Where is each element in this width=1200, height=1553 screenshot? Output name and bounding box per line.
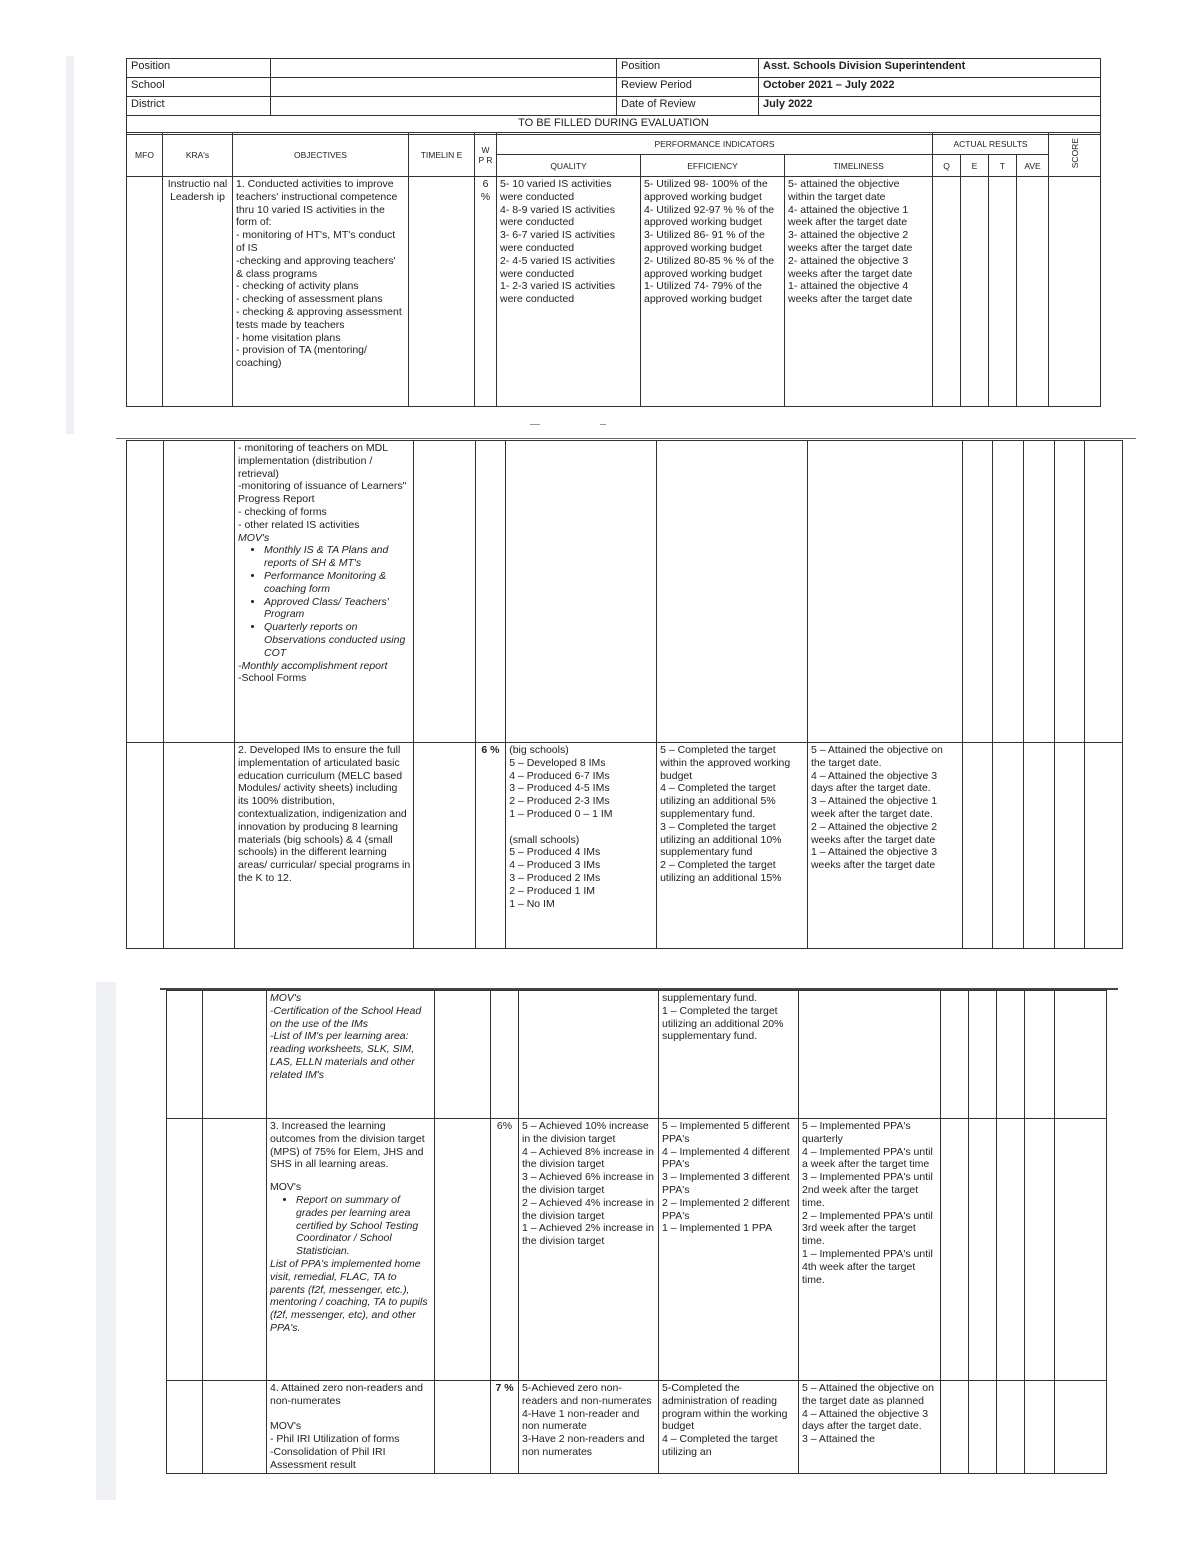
- position-right-value: Asst. Schools Division Superintendent: [759, 59, 1101, 78]
- col-quality: QUALITY: [497, 155, 641, 177]
- mfo-cell: [127, 743, 164, 949]
- objective-cell: 2. Developed IMs to ensure the full implementation of articulated basic education curriculum (MELC based Modules/ activity sheets) including its 100% distribution, contextualization, indigenization and innovation by producing 8 learning materials (big schools) & 4 (small schools) in the different learning areas/ curricular/ special programs in the K to 12.: [235, 743, 414, 949]
- review-period-label: Review Period: [617, 78, 759, 97]
- quality-cell: [506, 441, 657, 743]
- t-cell: [997, 1381, 1025, 1474]
- col-ave: AVE: [1017, 155, 1049, 177]
- list-item: • Quarterly reports on Observations conducted using COT: [264, 621, 410, 659]
- table-row: [127, 177, 1101, 407]
- efficiency-cell: 5 – Implemented 5 different PPA's 4 – Implemented 4 different PPA's 3 – Implemented 3 different PPA's 2 – Implemented 2 different PPA's 1 – Implemented 1 PPA: [659, 1119, 799, 1381]
- kra-cell: [203, 1119, 267, 1381]
- position-label: Position: [127, 59, 271, 78]
- quality-cell: (big schools) 5 – Developed 8 IMs 4 – Produced 6-7 IMs 3 – Produced 4-5 IMs 2 – Produced 2-3 IMs 1 – Produced 0 – 1 IM (small schools) 5 – Produced 4 IMs 4 – Produced 3 IMs 3 – Produced 2 IMs 2 – Produced 1 IM 1 – No IM: [506, 743, 657, 949]
- kra-cell: [203, 991, 267, 1119]
- e-cell: [969, 991, 997, 1119]
- page3-shadow: [96, 982, 116, 1500]
- q-cell: [941, 1381, 969, 1474]
- col-wpr: W P R: [475, 133, 497, 177]
- timeline-cell: [414, 441, 475, 743]
- efficiency-cell: 5-Completed the administration of reading program within the working budget 4 – Completed the target utilizing an: [659, 1381, 799, 1474]
- table-row: [167, 991, 1107, 1119]
- ave-cell: [1054, 743, 1085, 949]
- kra-cell: Instructio nal Leadersh ip: [163, 177, 233, 407]
- mfo-cell: [127, 177, 163, 407]
- movs-tail: -Monthly accomplishment report: [238, 659, 388, 672]
- header-row: [127, 133, 1101, 155]
- col-t: T: [989, 155, 1017, 177]
- mfo-cell: [167, 991, 203, 1119]
- quality-cell: 5- 10 varied IS activities were conducted 4- 8-9 varied IS activities were conducted 3- 6-7 varied IS activities were conducted 2- 4-5 varied IS activities were conducted 1- 2-3 varied IS activities were conducted: [497, 177, 641, 407]
- timeliness-cell: 5 – Attained the objective on the target date. 4 – Attained the objective 3 days after the target date. 3 – Attained the objective 1 week after the target date. 2 – Attained the objective 2 weeks after the target date 1 – Attained the objective 3 weeks after the target date: [807, 743, 962, 949]
- q-cell: [941, 1119, 969, 1381]
- score-cell: [1085, 441, 1123, 743]
- e-cell: [969, 1381, 997, 1474]
- wpr-cell: [491, 991, 519, 1119]
- page2-top-rule: [116, 438, 1136, 439]
- ipcrf-table-page1: [126, 132, 1101, 407]
- timeline-cell: [409, 177, 475, 407]
- efficiency-cell: [657, 441, 808, 743]
- objective-text: 3. Increased the learning outcomes from the division target (MPS) of 75% for Elem, JHS and SHS in all learning areas.: [270, 1120, 425, 1171]
- list-item: • Monthly IS & TA Plans and reports of SH & MT's: [264, 544, 410, 570]
- t-cell: [997, 1119, 1025, 1381]
- school-value: [271, 78, 617, 97]
- quality-cell: [519, 991, 659, 1119]
- table-row: [167, 1119, 1107, 1381]
- position-value: [271, 59, 617, 78]
- timeliness-cell: 5 – Implemented PPA's quarterly 4 – Implemented PPA's until a week after the target time 3 – Implemented PPA's until 2nd week after the target time. 2 – Implemented PPA's until 3rd week after the target time. 1 – Implemented PPA's until 4th week after the target time.: [799, 1119, 941, 1381]
- t-cell: [997, 991, 1025, 1119]
- col-q: Q: [933, 155, 961, 177]
- mfo-cell: [127, 441, 164, 743]
- q-cell: [962, 743, 993, 949]
- t-cell: [1024, 743, 1055, 949]
- page-divider: [530, 424, 540, 425]
- info-table: [126, 58, 1101, 135]
- timeliness-cell: 5- attained the objective within the target date 4- attained the objective 1 week after the target date 3- attained the objective 2 weeks after the target date 2- attained the objective 3 weeks after the target date 1- attained the objective 4 weeks after the target date: [785, 177, 933, 407]
- col-timeline: TIMELIN E: [409, 133, 475, 177]
- col-score: [1049, 133, 1101, 177]
- ave-cell: [1054, 441, 1085, 743]
- table-row: [127, 441, 1123, 743]
- objective-continued: - monitoring of teachers on MDL implementation (distribution / retrieval) -monitoring of issuance of Learners" Progress Report - checking of forms - other related IS activities: [238, 442, 407, 531]
- score-cell: [1055, 991, 1107, 1119]
- list-item: • Performance Monitoring & coaching form: [264, 570, 410, 596]
- quality-cell: 5-Achieved zero non-readers and non-numerates 4-Have 1 non-reader and non numerate 3-Have 2 non-readers and non numerates: [519, 1381, 659, 1474]
- date-of-review-value: July 2022: [759, 97, 1101, 116]
- col-performance-indicators: PERFORMANCE INDICATORS: [497, 133, 933, 155]
- school-label: School: [127, 78, 271, 97]
- wpr-cell: [475, 441, 506, 743]
- col-timeliness: TIMELINESS: [785, 155, 933, 177]
- timeline-cell: [435, 1381, 491, 1474]
- date-of-review-label: Date of Review: [617, 97, 759, 116]
- page-divider: [600, 424, 606, 425]
- kra-cell: [203, 1381, 267, 1474]
- col-e: E: [961, 155, 989, 177]
- score-label: SCORE: [1069, 138, 1080, 169]
- objective-cell: 1. Conducted activities to improve teachers' instructional competence thru 10 varied IS activities in the form of: - monitoring of HT's, MT's conduct of IS -checking and approving teachers' & class programs - checking of activity plans - checking of assessment plans - checking & approving assessment tests made by teachers - home visitation plans - provision of TA (mentoring/ coaching): [233, 177, 409, 407]
- review-period-value: October 2021 – July 2022: [759, 78, 1101, 97]
- score-cell: [1055, 1381, 1107, 1474]
- page1-shadow: [66, 56, 74, 434]
- efficiency-cell: 5 – Completed the target within the approved working budget 4 – Completed the target utilizing an additional 5% supplementary fund. 3 – Completed the target utilizing an additional 10% supplementary fund 2 – Completed the target utilizing an additional 15%: [657, 743, 808, 949]
- list-item: • Approved Class/ Teachers' Program: [264, 596, 410, 622]
- efficiency-cell: supplementary fund. 1 – Completed the target utilizing an additional 20% supplementary fund.: [659, 991, 799, 1119]
- col-actual-results: ACTUAL RESULTS: [933, 133, 1049, 155]
- q-cell: [933, 177, 961, 407]
- t-cell: [989, 177, 1017, 407]
- quality-cell: 5 – Achieved 10% increase in the division target 4 – Achieved 8% increase in the division target 3 – Achieved 6% increase in the division target 2 – Achieved 4% increase in the division target 1 – Achieved 2% increase in the division target: [519, 1119, 659, 1381]
- position-right-label: Position: [617, 59, 759, 78]
- movs-tail: List of PPA's implemented home visit, remedial, FLAC, TA to parents (f2f, messenger, etc.), mentoring / coaching, TA to pupils (f2f, messenger, etc), and other PPA's.: [270, 1257, 428, 1334]
- e-cell: [993, 441, 1024, 743]
- info-row: [127, 59, 1101, 78]
- ave-cell: [1017, 177, 1049, 407]
- info-row: [127, 97, 1101, 116]
- col-objectives: OBJECTIVES: [233, 133, 409, 177]
- movs-label: MOV's: [238, 531, 270, 544]
- e-cell: [961, 177, 989, 407]
- col-mfo: MFO: [127, 133, 163, 177]
- e-cell: [993, 743, 1024, 949]
- timeline-cell: [435, 991, 491, 1119]
- movs-tail: -School Forms: [238, 672, 307, 685]
- score-cell: [1049, 177, 1101, 407]
- timeliness-cell: [807, 441, 962, 743]
- wpr-cell: 6 %: [475, 177, 497, 407]
- q-cell: [941, 991, 969, 1119]
- objective-cell: [267, 1119, 435, 1381]
- movs-list: [270, 1194, 431, 1258]
- kra-cell: [163, 441, 234, 743]
- info-row: [127, 78, 1101, 97]
- evaluation-banner: TO BE FILLED DURING EVALUATION: [127, 116, 1101, 135]
- district-label: District: [127, 97, 271, 116]
- movs-label: MOV's: [270, 1181, 302, 1194]
- timeliness-cell: [799, 991, 941, 1119]
- ave-cell: [1025, 1381, 1055, 1474]
- objective-cell: 4. Attained zero non-readers and non-numerates MOV's - Phil IRI Utilization of forms -Consolidation of Phil IRI Assessment result: [267, 1381, 435, 1474]
- movs-list: [238, 544, 410, 659]
- table-row: [167, 1381, 1107, 1474]
- mfo-cell: [167, 1381, 203, 1474]
- e-cell: [969, 1119, 997, 1381]
- list-item: • Report on summary of grades per learning area certified by School Testing Coordinator / School Statistician.: [296, 1194, 431, 1258]
- score-cell: [1085, 743, 1123, 949]
- t-cell: [1024, 441, 1055, 743]
- q-cell: [962, 441, 993, 743]
- ipcrf-table-page3: [166, 990, 1107, 1474]
- ave-cell: [1025, 1119, 1055, 1381]
- timeline-cell: [414, 743, 475, 949]
- ipcrf-table-page2: [126, 440, 1123, 949]
- objective-cell: MOV's -Certification of the School Head on the use of the IMs -List of IM's per learning area: reading worksheets, SLK, SIM, LAS, ELLN materials and other related IM's: [267, 991, 435, 1119]
- score-cell: [1055, 1119, 1107, 1381]
- col-efficiency: EFFICIENCY: [641, 155, 785, 177]
- timeliness-cell: 5 – Attained the objective on the target date as planned 4 – Attained the objective 3 days after the target date. 3 – Attained the: [799, 1381, 941, 1474]
- ave-cell: [1025, 991, 1055, 1119]
- efficiency-cell: 5- Utilized 98- 100% of the approved working budget 4- Utilized 92-97 % % of the approved working budget 3- Utilized 86- 91 % of the approved working budget 2- Utilized 80-85 % % of the approved working budget 1- Utilized 74- 79% of the approved working budget: [641, 177, 785, 407]
- timeline-cell: [435, 1119, 491, 1381]
- kra-cell: [163, 743, 234, 949]
- objective-cell: [235, 441, 414, 743]
- mfo-cell: [167, 1119, 203, 1381]
- wpr-cell: 6%: [491, 1119, 519, 1381]
- wpr-cell: 6 %: [475, 743, 506, 949]
- col-kras: KRA's: [163, 133, 233, 177]
- table-row: [127, 743, 1123, 949]
- district-value: [271, 97, 617, 116]
- wpr-cell: 7 %: [491, 1381, 519, 1474]
